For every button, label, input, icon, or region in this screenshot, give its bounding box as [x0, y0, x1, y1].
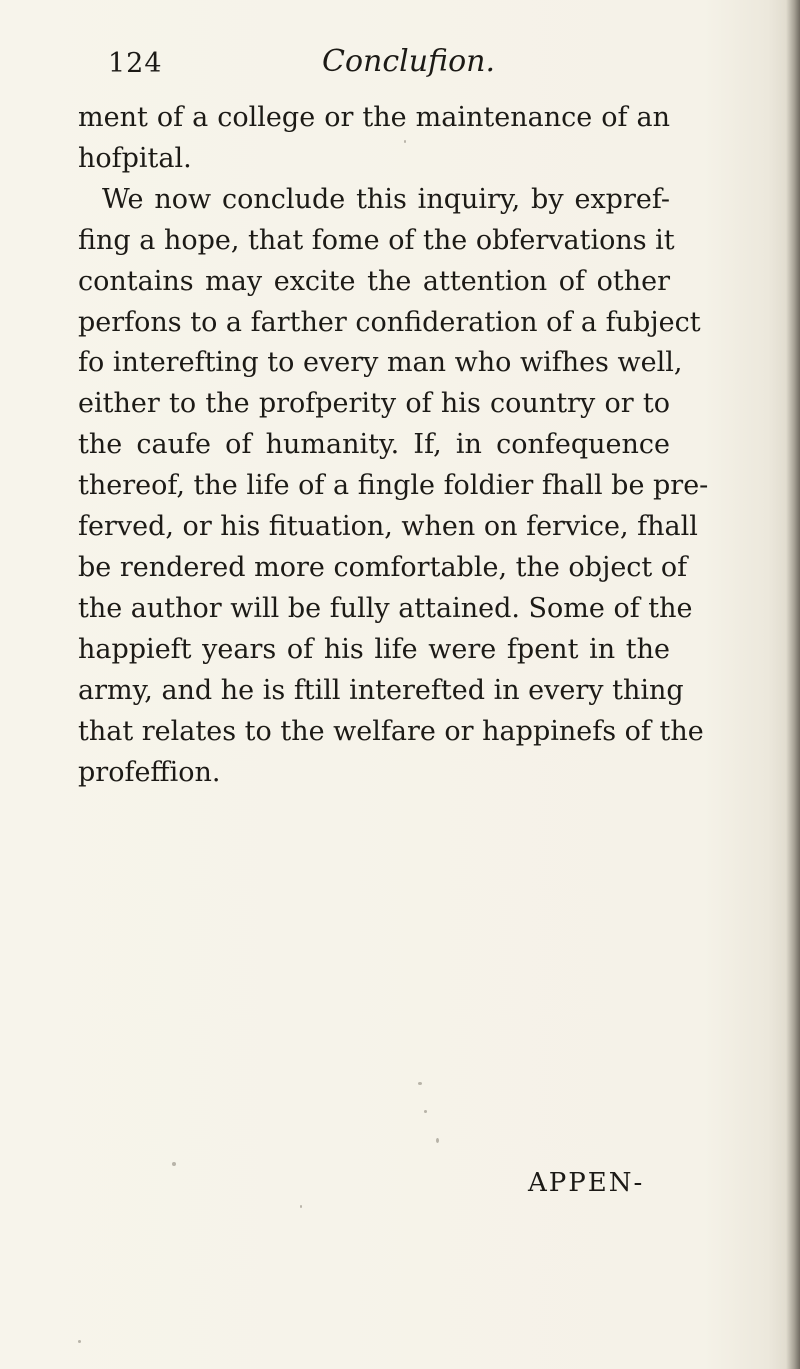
text-line: the caufe of humanity. If, in confequence [78, 429, 670, 461]
text-line: fo interefting to every man who wifhes well, [78, 347, 683, 379]
text-line: contains may excite the attention of other [78, 265, 670, 297]
running-title: Conclufion. [322, 44, 495, 79]
text-line: either to the profperity of his country or to [78, 388, 670, 420]
page-number: 124 [108, 48, 163, 79]
text-line: profeffion. [78, 756, 221, 788]
body-paragraphs [78, 98, 709, 793]
catchword: APPEN- [528, 1168, 645, 1198]
text-line: ferved, or his fituation, when on fervice, fhall [78, 511, 698, 543]
text-line: thereof, the life of a fingle foldier fhall be pre- [78, 470, 709, 502]
text-line: perfons to a farther confideration of a fubject [78, 306, 701, 338]
text-line: We now conclude this inquiry, by expref- [102, 183, 670, 215]
text-line: fing a hope, that fome of the obfervations it [78, 224, 675, 256]
page-binding-edge [786, 0, 800, 1369]
paper-speck [300, 1205, 302, 1208]
text-line: that relates to the welfare or happinefs of the [78, 715, 704, 747]
paper-speck [404, 140, 406, 143]
paper-speck [418, 1082, 422, 1085]
paper-speck [436, 1138, 439, 1143]
paper-speck [424, 1110, 427, 1113]
text-line: the author will be fully attained. Some of the [78, 592, 693, 624]
text-line: ment of a college or the maintenance of an [78, 102, 670, 133]
running-head [108, 44, 668, 84]
text-line: army, and he is ftill interefted in every thing [78, 674, 684, 706]
paper-speck [78, 1340, 81, 1343]
text-line: happieft years of his life were fpent in the [78, 633, 670, 665]
text-line: hofpital. [78, 142, 192, 174]
paper-speck [172, 1162, 176, 1166]
text-line: be rendered more comfortable, the object of [78, 551, 688, 583]
